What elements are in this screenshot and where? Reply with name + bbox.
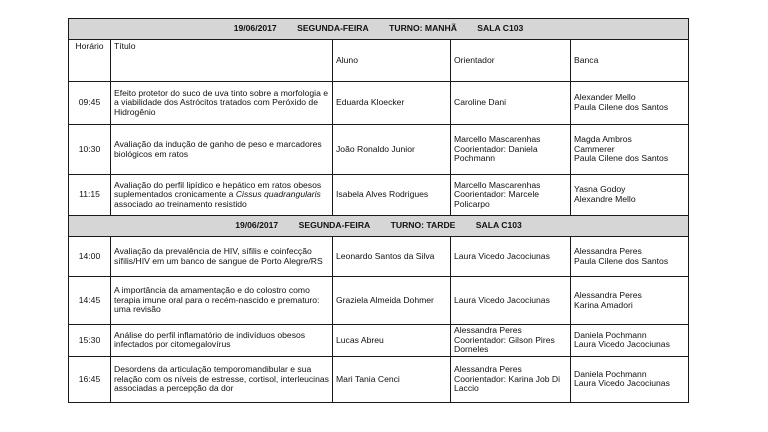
row-time: 11:15 (69, 175, 111, 216)
row-time: 14:45 (69, 277, 111, 325)
col-header-banca: Banca (571, 40, 689, 82)
table-row (69, 175, 689, 216)
row-advisor: Caroline Dani (451, 82, 571, 125)
row-panel: Daniela Pochmann Laura Vicedo Jacociunas (571, 325, 689, 357)
row-title: Desordens da articulação temporomandibular e sua relação com os níveis de estresse, cortisol, interleucinas associadas a percepção da dor (111, 356, 333, 402)
table-row (69, 125, 689, 175)
session-date: 19/06/2017 (235, 220, 279, 231)
row-title: Avaliação da indução de ganho de peso e marcadores biológicos em ratos (111, 125, 333, 175)
row-panel: Daniela Pochmann Laura Vicedo Jacociunas (571, 356, 689, 402)
row-time: 14:00 (69, 237, 111, 277)
row-student: Leonardo Santos da Silva (333, 237, 451, 277)
session-header-cell (69, 19, 689, 40)
table-row (69, 277, 689, 325)
session-weekday: SEGUNDA-FEIRA (298, 220, 371, 231)
row-title-part: associado ao treinamento resistido (114, 198, 247, 209)
row-student: Graziela Almeida Dohmer (333, 277, 451, 325)
schedule-table (68, 18, 689, 403)
row-panel: Magda Ambros Cammerer Paula Cilene dos Santos (571, 125, 689, 175)
session-date: 19/06/2017 (233, 23, 277, 34)
row-student: Eduarda Kloecker (333, 82, 451, 125)
row-title: Efeito protetor do suco de uva tinto sobre a morfologia e a viabilidade dos Astrócitos tratados com Peróxido de Hidrogênio (111, 82, 333, 125)
row-title: Análise do perfil inflamatório de indivíduos obesos infectados por citomegalovírus (111, 325, 333, 357)
row-advisor: Laura Vicedo Jacociunas (451, 237, 571, 277)
col-header-titulo: Título (111, 40, 333, 82)
session-sala: SALA C103 (475, 220, 522, 231)
col-header-horario: Horário (69, 40, 111, 82)
session-turno: TURNO: TARDE (390, 220, 456, 231)
row-title: Avaliação da prevalência de HIV, sífilis e coinfecção sífilis/HIV em um banco de sangue de Porto Alegre/RS (111, 237, 333, 277)
row-student: Lucas Abreu (333, 325, 451, 357)
column-header-row (69, 40, 689, 82)
row-panel: Alessandra Peres Paula Cilene dos Santos (571, 237, 689, 277)
row-advisor: Laura Vicedo Jacociunas (451, 277, 571, 325)
row-title: A importância da amamentação e do colostro como terapia imune oral para o recém-nascido e prematuro: uma revisão (111, 277, 333, 325)
session-weekday: SEGUNDA-FEIRA (297, 23, 369, 34)
row-advisor: Alessandra Peres Coorientador: Karina Job Di Laccio (451, 356, 571, 402)
row-time: 10:30 (69, 125, 111, 175)
row-advisor: Marcello Mascarenhas Coorientador: Daniela Pochmann (451, 125, 571, 175)
table-row (69, 325, 689, 357)
row-title (111, 175, 333, 216)
row-time: 16:45 (69, 356, 111, 402)
row-student: Mari Tania Cenci (333, 356, 451, 402)
session-turno: TURNO: MANHÃ (389, 23, 457, 34)
row-student: João Ronaldo Junior (333, 125, 451, 175)
table-row (69, 237, 689, 277)
row-panel: Yasna Godoy Alexandre Mello (571, 175, 689, 216)
row-panel: Alessandra Peres Karina Amadori (571, 277, 689, 325)
row-student: Isabela Alves Rodrigues (333, 175, 451, 216)
row-time: 09:45 (69, 82, 111, 125)
session-header-cell (69, 216, 689, 237)
row-panel: Alexander Mello Paula Cilene dos Santos (571, 82, 689, 125)
table-row (69, 356, 689, 402)
session-header-afternoon (69, 216, 689, 237)
col-header-orientador: Orientador (451, 40, 571, 82)
session-header-morning (69, 19, 689, 40)
row-title-species: Cissus quadrangularis (235, 189, 321, 200)
table-row (69, 82, 689, 125)
row-time: 15:30 (69, 325, 111, 357)
col-header-aluno: Aluno (333, 40, 451, 82)
row-advisor: Marcello Mascarenhas Coorientador: Marcele Policarpo (451, 175, 571, 216)
row-title-part: Avaliação do perfil lipídico e hepático em ratos obesos suplementados cronicamente a (114, 179, 322, 200)
session-sala: SALA C103 (477, 23, 524, 34)
row-advisor: Alessandra Peres Coorientador: Gilson Pires Dorneles (451, 325, 571, 357)
